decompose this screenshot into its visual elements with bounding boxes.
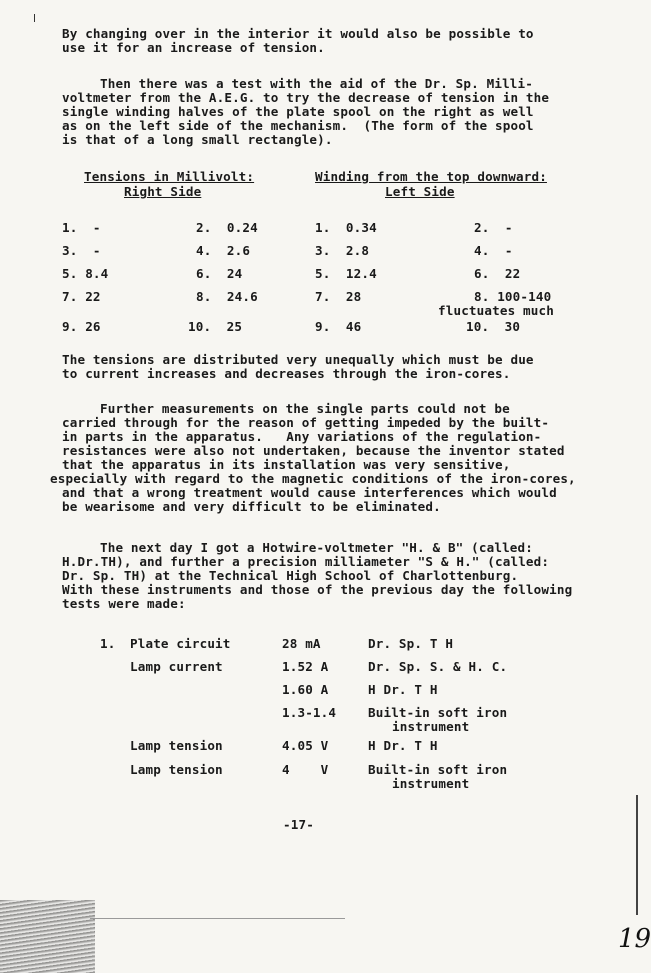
paragraph-line: as on the left side of the mechanism. (The form of the spool: [62, 118, 534, 133]
measurement-value: 4.05 V: [282, 738, 329, 753]
measurement-instrument: H Dr. T H: [368, 738, 438, 753]
page-number: -17-: [283, 817, 314, 832]
paragraph-line: Dr. Sp. TH) at the Technical High School of Charlottenburg.: [62, 568, 519, 583]
table-cell: 7. 28: [315, 289, 362, 304]
table-heading-right: Winding from the top downward:: [315, 169, 547, 184]
table-cell: 4. -: [474, 243, 513, 258]
table-cell: 8. 24.6: [196, 289, 258, 304]
paragraph-line: Further measurements on the single parts could not be: [100, 401, 510, 416]
measurement-instrument: H Dr. T H: [368, 682, 438, 697]
table-cell: 1. -: [62, 220, 101, 235]
measurement-value: 1.3-1.4: [282, 705, 337, 720]
intro-line: By changing over in the interior it would also be possible to: [62, 26, 534, 41]
table-cell: 10. 25: [188, 319, 243, 334]
measurement-instrument: Built-in soft iron: [368, 762, 508, 777]
paragraph-line: With these instruments and those of the previous day the following: [62, 582, 573, 597]
measurement-instrument-cont: instrument: [392, 776, 470, 791]
table-subheading-right: Left Side: [385, 184, 455, 199]
measurement-instrument: Built-in soft iron: [368, 705, 508, 720]
table-cell: 3. 2.8: [315, 243, 370, 258]
paragraph-line: and that a wrong treatment would cause interferences which would: [62, 485, 557, 500]
scan-artifact-line: [90, 918, 345, 919]
scan-mark: [34, 14, 35, 22]
paragraph-line: The next day I got a Hotwire-voltmeter "H. & B" (called:: [100, 540, 533, 555]
table-cell: 10. 30: [466, 319, 521, 334]
measurement-value: 1.60 A: [282, 682, 329, 697]
measurement-label: Lamp tension: [130, 762, 223, 777]
table-cell: 3. -: [62, 243, 101, 258]
paragraph-line: Then there was a test with the aid of the Dr. Sp. Milli-: [100, 76, 533, 91]
table-cell: 5. 8.4: [62, 266, 109, 281]
measurement-label: Lamp current: [130, 659, 223, 674]
table-heading-left: Tensions in Millivolt:: [84, 169, 255, 184]
table-cell: 4. 2.6: [196, 243, 251, 258]
paragraph-line: voltmeter from the A.E.G. to try the decrease of tension in the: [62, 90, 550, 105]
table-cell: 1. 0.34: [315, 220, 377, 235]
table-cell: 9. 46: [315, 319, 362, 334]
paragraph-line: is that of a long small rectangle).: [62, 132, 333, 147]
measurement-number: 1.: [100, 636, 116, 651]
handwritten-number: 19: [618, 924, 651, 954]
table-note: fluctuates much: [438, 303, 554, 318]
table-cell: 7. 22: [62, 289, 101, 304]
measurement-value: 4 V: [282, 762, 329, 777]
measurement-value: 28 mA: [282, 636, 321, 651]
table-cell: 2. 0.24: [196, 220, 258, 235]
paragraph-line: tests were made:: [62, 596, 186, 611]
table-cell: 2. -: [474, 220, 513, 235]
measurement-value: 1.52 A: [282, 659, 329, 674]
measurement-label: Lamp tension: [130, 738, 223, 753]
measurement-instrument-cont: instrument: [392, 719, 470, 734]
paragraph-line: especially with regard to the magnetic conditions of the iron-cores,: [50, 471, 576, 486]
table-cell: 6. 24: [196, 266, 243, 281]
measurement-instrument: Dr. Sp. S. & H. C.: [368, 659, 508, 674]
paragraph-line: in parts in the apparatus. Any variations of the regulation-: [62, 429, 542, 444]
paragraph-line: H.Dr.TH), and further a precision milliameter "S & H." (called:: [62, 554, 550, 569]
paragraph-line: be wearisome and very difficult to be eliminated.: [62, 499, 441, 514]
intro-line: use it for an increase of tension.: [62, 40, 325, 55]
table-subheading-left: Right Side: [124, 184, 202, 199]
measurement-label: Plate circuit: [130, 636, 231, 651]
paragraph-line: carried through for the reason of getting impeded by the built-: [62, 415, 550, 430]
paragraph-line: single winding halves of the plate spool on the right as well: [62, 104, 534, 119]
measurement-instrument: Dr. Sp. T H: [368, 636, 454, 651]
paragraph-line: to current increases and decreases through the iron-cores.: [62, 366, 511, 381]
table-cell: 5. 12.4: [315, 266, 377, 281]
scan-artifact: [0, 900, 95, 973]
paragraph-line: resistances were also not undertaken, because the inventor stated: [62, 443, 565, 458]
paragraph-line: The tensions are distributed very unequally which must be due: [62, 352, 534, 367]
table-cell: 8. 100-140: [474, 289, 552, 304]
table-cell: 9. 26: [62, 319, 101, 334]
scan-edge: [636, 795, 638, 915]
paragraph-line: that the apparatus in its installation was very sensitive,: [62, 457, 511, 472]
table-cell: 6. 22: [474, 266, 521, 281]
